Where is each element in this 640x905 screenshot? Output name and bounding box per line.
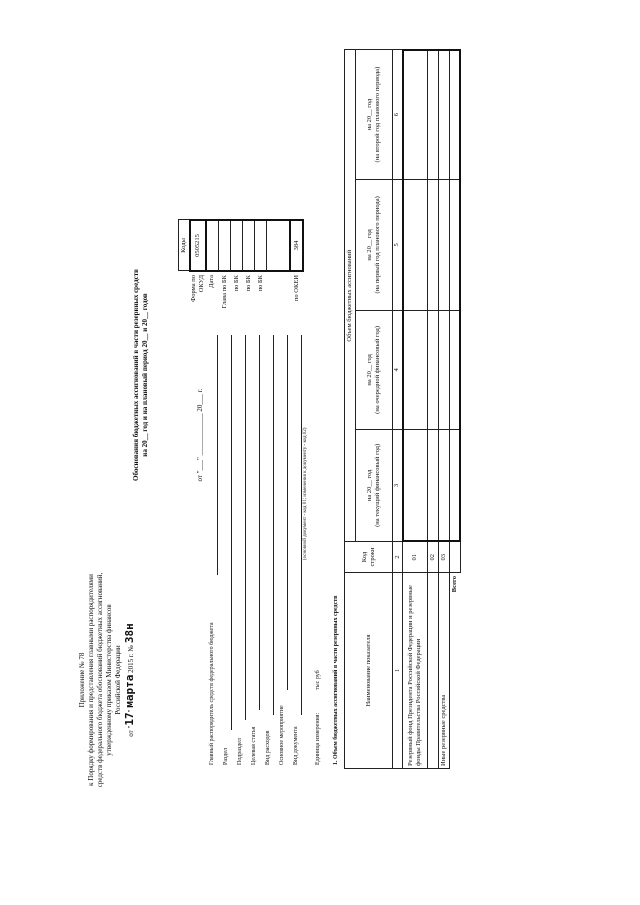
field-line <box>231 335 232 730</box>
appendix-number: Приложение № 78 <box>78 652 86 708</box>
appendix-line: средств федерального бюджета обоснований бюджетных ассигнований, <box>96 572 104 788</box>
field-line <box>287 335 288 690</box>
col-header-year-plan1: на 20__ год (на первый год планового периода) <box>356 179 393 310</box>
col-header-name: Наименование показателя <box>345 573 393 769</box>
table-row-numbers: 1 2 3 4 5 6 <box>393 50 403 769</box>
unit-value: тыс руб <box>315 670 321 690</box>
appendix-line: к Порядку формирования и представления главными распорядителями <box>87 574 95 786</box>
handwritten-day: 17 <box>123 712 136 726</box>
handwritten-month: марта <box>123 674 136 708</box>
col-header-year-next: на 20__ год (на очередной финансовый год) <box>356 311 393 430</box>
col-header-year-current: на 20__ год (на текущий финансовый год) <box>356 429 393 541</box>
codes-table: Коды Форма по ОКУД 0505215 Дата Глава по БК по БК по БК по БК по ОКЕИ 384 <box>178 219 304 319</box>
table-row-total: Всего <box>450 50 461 769</box>
code-okud: 0505215 <box>190 220 206 271</box>
main-table <box>344 49 461 769</box>
col-group-header: Объем бюджетных ассигнований <box>345 50 356 542</box>
field-label: Основное мероприятие <box>279 705 285 765</box>
field-line <box>259 335 260 710</box>
table-row: Резервный фонд Президента Российской Федерации и резервные фонды Правительства Российской Федерации 01 <box>403 50 428 769</box>
code-date <box>206 220 219 271</box>
field-line <box>245 335 246 720</box>
doc-type-note: (основной документ - код 01; изменения к документу - код 02) <box>303 427 308 560</box>
col-header-year-plan2: на 20__ год (на второй год планового периода) <box>356 50 393 179</box>
code-okei: 384 <box>290 220 303 271</box>
code-glava <box>219 220 231 271</box>
handwritten-number: 38н <box>123 623 136 644</box>
appendix-line: Российской Федерации <box>114 645 122 715</box>
field-label: Вид документа <box>293 726 299 765</box>
table-row: Иные резервные средства 03 <box>439 50 450 769</box>
code-blank <box>267 220 291 271</box>
field-label: Целевая статья <box>251 726 257 765</box>
table-row: 02 <box>428 50 439 769</box>
code-statya <box>243 220 255 271</box>
code-razdel <box>231 220 243 271</box>
field-label: Главный распорядитель средств федерального бюджета <box>209 622 215 765</box>
section-title: 1. Объем бюджетных ассигнований в части резервных средств <box>333 595 339 765</box>
appendix-header <box>78 520 136 840</box>
field-line <box>217 335 218 575</box>
document-date-line: от "___" ____________ 20___ г. <box>196 388 204 482</box>
field-label: Подраздел <box>237 738 243 765</box>
code-vid <box>255 220 267 271</box>
field-label: Вид расходов <box>265 730 271 765</box>
field-line <box>273 335 274 715</box>
col-header-code: Код строки <box>345 542 393 573</box>
unit-label: Единица измерения: <box>315 712 321 765</box>
codes-header: Коды <box>179 220 191 271</box>
field-label: Раздел <box>223 748 229 765</box>
appendix-line: утвержденному приказом Министерства финансов <box>105 604 113 756</box>
appendix-date: от "17" марта 2015 г. № 38н <box>123 623 136 737</box>
document-title: Обоснования бюджетных ассигнований в части резервных средств на 20__ год и на плановый период 20__ и 20__ годов <box>132 269 149 481</box>
